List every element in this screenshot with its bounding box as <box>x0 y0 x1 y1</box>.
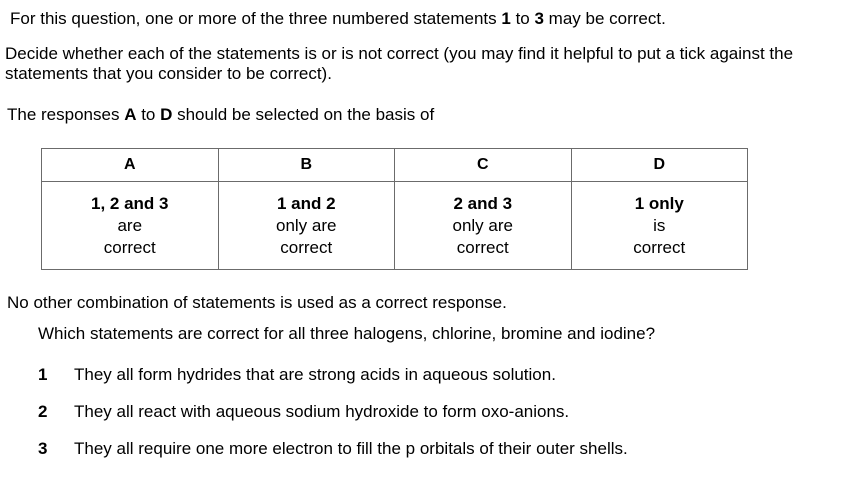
response-d-line3: correct <box>633 237 686 257</box>
response-b-line3: correct <box>280 237 333 257</box>
question-stem: Which statements are correct for all three halogens, chlorine, bromine and iodine? <box>38 324 656 343</box>
intro-text <box>10 9 666 29</box>
basis-mid: to <box>136 105 161 124</box>
intro-mid: to <box>510 9 535 28</box>
response-letter-a: A <box>42 149 219 182</box>
response-a-line2: are <box>117 215 143 235</box>
basis-letter-d: D <box>160 105 173 124</box>
response-a-line1: 1, 2 and 3 <box>91 193 169 213</box>
response-c-line2: only are <box>452 215 513 235</box>
intro-statement-3: 3 <box>534 9 544 28</box>
response-letter-d: D <box>571 149 748 182</box>
response-a-line3: correct <box>103 237 156 257</box>
response-c-line3: correct <box>456 237 509 257</box>
basis-pre: The responses <box>7 105 125 124</box>
response-cell-c <box>395 182 572 270</box>
intro-post: may be correct. <box>543 9 666 28</box>
response-d-line2: is <box>653 215 666 235</box>
response-letter-c: C <box>395 149 572 182</box>
response-key-table <box>41 148 748 270</box>
intro-statement-1: 1 <box>501 9 511 28</box>
response-cell-b <box>218 182 395 270</box>
basis-post: should be selected on the basis of <box>172 105 435 124</box>
basis-text <box>7 105 434 125</box>
response-header-row <box>42 149 748 182</box>
response-c-line1: 2 and 3 <box>453 193 513 213</box>
response-cell-d <box>571 182 748 270</box>
no-other-combination-text: No other combination of statements is used as a correct response. <box>7 293 507 312</box>
statement-3-text: They all require one more electron to fill the p orbitals of their outer shells. <box>74 439 628 458</box>
instructions-text: Decide whether each of the statements is or is not correct (you may find it helpful to put a tick against the statements that you consider to be correct). <box>5 44 794 83</box>
statement-1 <box>38 365 556 385</box>
statement-2-number: 2 <box>38 402 48 421</box>
statement-3 <box>38 439 628 459</box>
statement-1-text: They all form hydrides that are strong acids in aqueous solution. <box>74 365 556 384</box>
statement-2-text: They all react with aqueous sodium hydroxide to form oxo-anions. <box>74 402 570 421</box>
response-b-line2: only are <box>276 215 337 235</box>
statement-3-number: 3 <box>38 439 48 458</box>
response-letter-b: B <box>218 149 395 182</box>
basis-letter-a: A <box>124 105 137 124</box>
response-b-line1: 1 and 2 <box>276 193 336 213</box>
statement-2 <box>38 402 569 422</box>
response-cell-a <box>42 182 219 270</box>
response-d-line1: 1 only <box>634 193 684 213</box>
response-body-row <box>42 182 748 270</box>
statement-1-number: 1 <box>38 365 48 384</box>
intro-pre: For this question, one or more of the three numbered statements <box>10 9 502 28</box>
